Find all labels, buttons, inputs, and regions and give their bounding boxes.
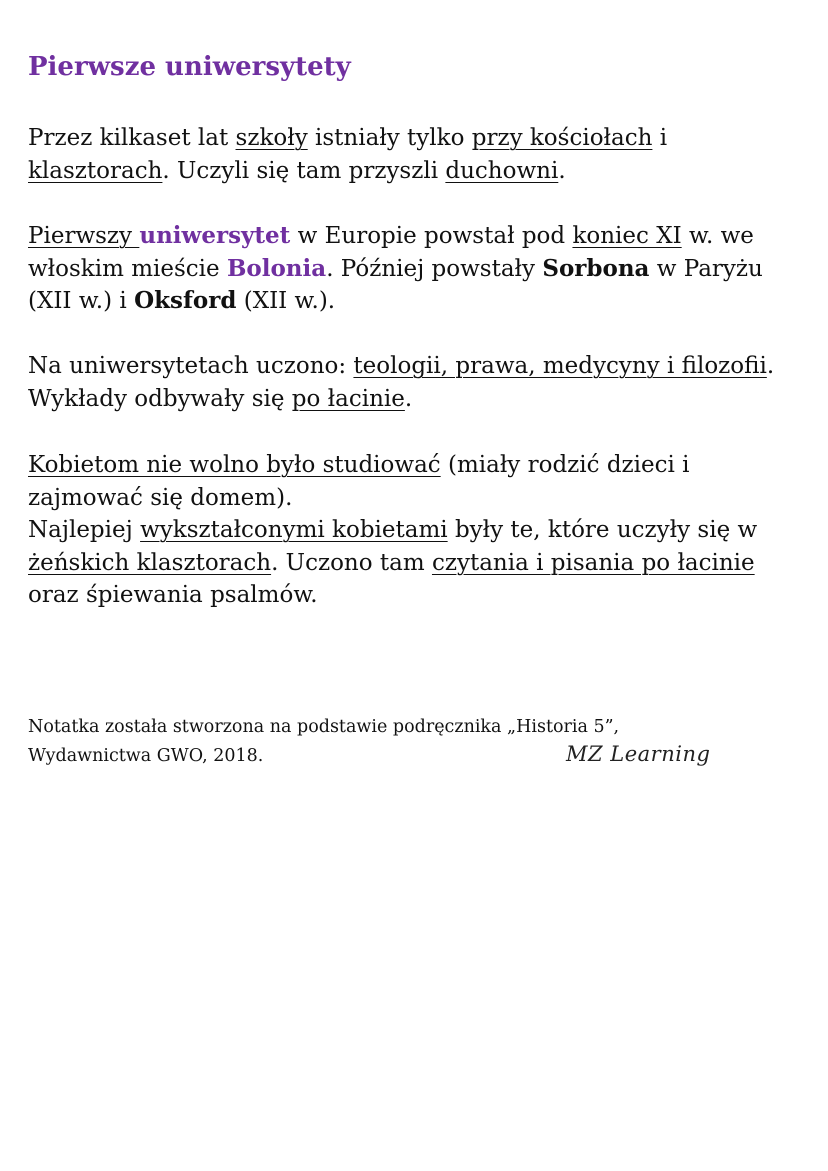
text: . — [404, 385, 413, 412]
text: w Paryżu (XII w.) i — [28, 255, 763, 314]
underlined-term: wykształconymi kobietami — [140, 517, 448, 543]
underlined-term: szkoły — [235, 125, 308, 151]
highlighted-term: uniwersytet — [139, 222, 291, 249]
text: Na uniwersytetach uczono: — [28, 353, 354, 379]
underlined-term: żeńskich klasztorach — [28, 549, 272, 576]
underlined-term: przy kościołach — [471, 125, 653, 151]
text: (miały rodzić dzieci i zajmować się domem). — [28, 452, 690, 511]
text: i — [652, 125, 668, 151]
paragraph-subjects — [28, 350, 808, 415]
bold-term: Sorbona — [542, 254, 650, 282]
source-note-line: Wydawnictwa GWO, 2018. — [28, 746, 264, 766]
page-title: Pierwsze uniwersytety — [28, 52, 351, 82]
underlined-term: duchowni — [445, 157, 559, 184]
underlined-term: Pierwszy — [28, 223, 140, 249]
text: . — [558, 157, 566, 184]
text: były te, które uczyły się w — [447, 517, 758, 543]
source-note-line: Notatka została stworzona na podstawie podręcznika „Historia 5”, — [28, 717, 620, 737]
text: (XII w.). — [236, 288, 336, 314]
underlined-term: czytania i pisania po łacinie — [431, 549, 755, 576]
paragraph-women — [28, 449, 808, 612]
text: . Uczyli się tam przyszli — [162, 157, 446, 184]
signature: MZ Learning — [566, 742, 711, 766]
highlighted-term: Bolonia — [226, 254, 327, 282]
bold-term: Oksford — [134, 287, 237, 314]
paragraph-first-university — [28, 220, 808, 318]
paragraph-schools — [28, 122, 808, 187]
underlined-term: Kobietom nie wolno było studiować — [28, 452, 441, 478]
text: . Później powstały — [326, 255, 543, 282]
underlined-term: teologii, prawa, medycyny i filozofii — [353, 353, 767, 379]
underlined-term: po łacinie — [291, 385, 405, 412]
text: Przez kilkaset lat — [28, 125, 236, 151]
text: Najlepiej — [28, 517, 141, 543]
text: . Uczono tam — [271, 549, 432, 576]
text: w. we włoskim mieście — [28, 223, 754, 282]
text: w Europie powstał pod — [290, 223, 573, 249]
text: oraz śpiewania psalmów. — [28, 582, 318, 608]
text: . Wykłady odbywały się — [28, 353, 775, 412]
underlined-term: klasztorach — [28, 157, 163, 184]
text: istniały tylko — [307, 125, 472, 151]
underlined-term: koniec XI — [572, 223, 682, 249]
